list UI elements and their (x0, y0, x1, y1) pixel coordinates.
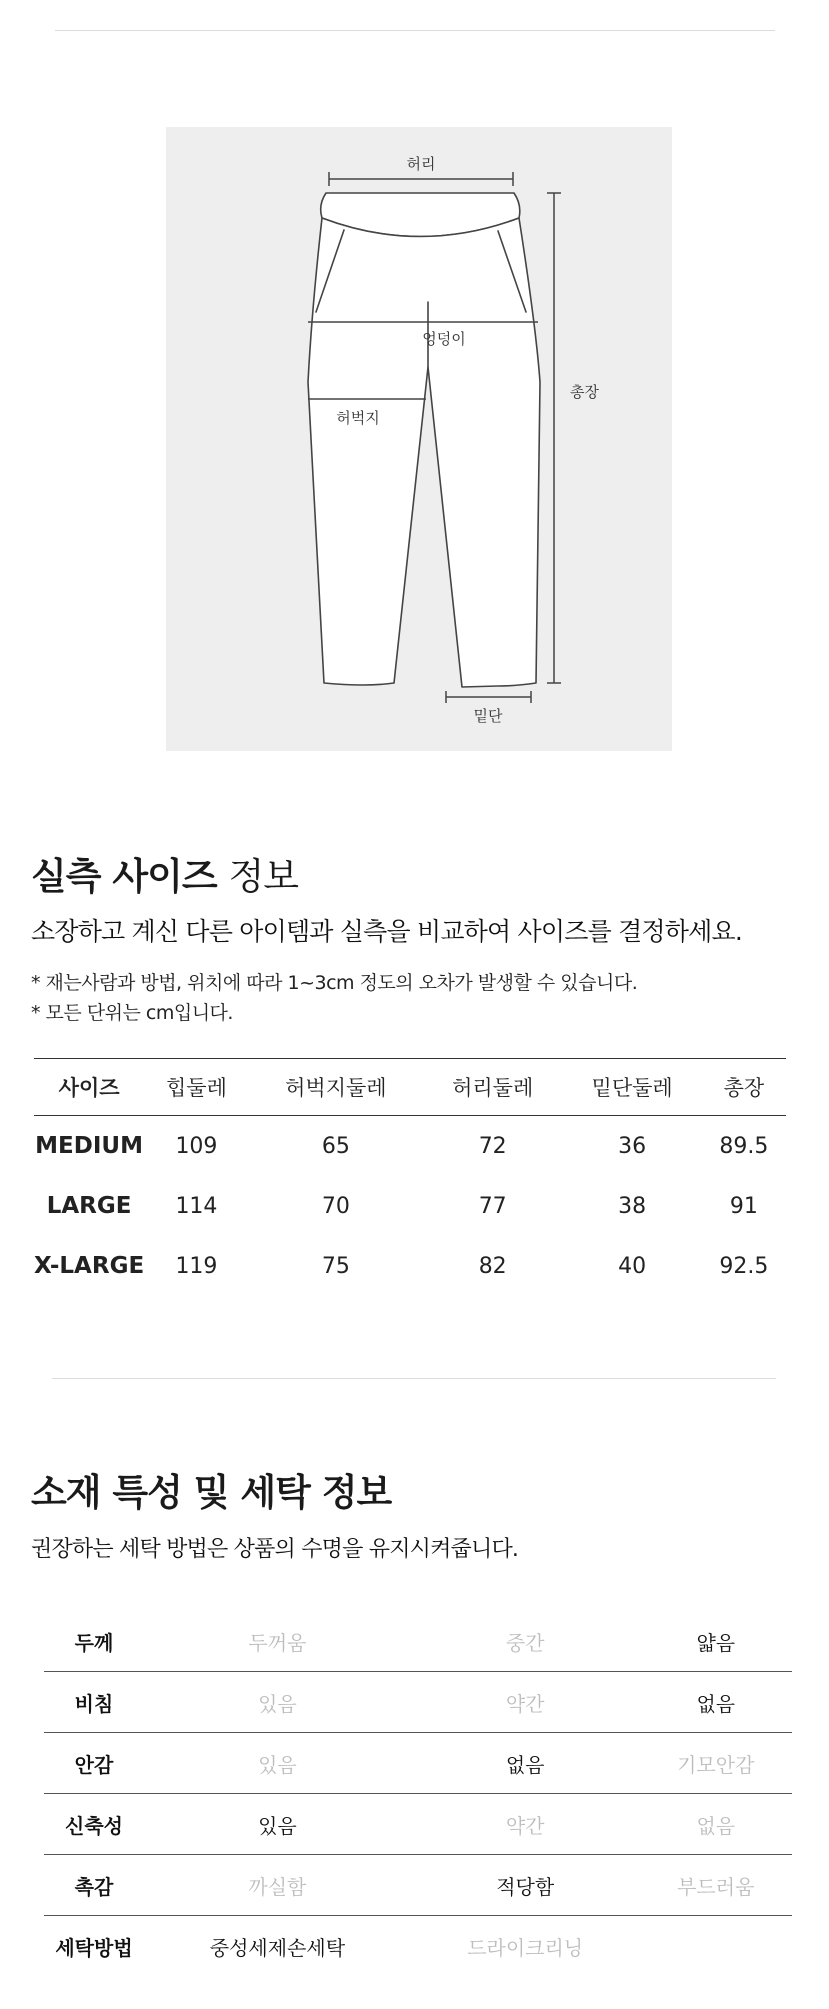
thigh-cell: 70 (321, 1193, 350, 1219)
waist-cell: 72 (478, 1133, 507, 1159)
hem-cell: 36 (618, 1133, 647, 1159)
material-label: 신축성 (44, 1794, 144, 1855)
table-row (44, 1916, 792, 1977)
pants-size-diagram (166, 127, 672, 751)
material-option-selected: 얇음 (640, 1611, 792, 1672)
material-label: 촉감 (44, 1855, 144, 1916)
header-hem: 밑단둘레 (562, 1059, 701, 1116)
length-cell: 89.5 (719, 1133, 769, 1159)
material-option-selected: 있음 (144, 1794, 411, 1855)
table-row (34, 1116, 786, 1177)
hip-label: 엉덩이 (422, 330, 466, 348)
material-label: 안감 (44, 1733, 144, 1794)
material-option: 있음 (144, 1672, 411, 1733)
material-option: 두꺼움 (144, 1611, 411, 1672)
header-size: 사이즈 (34, 1059, 144, 1116)
header-waist: 허리둘레 (423, 1059, 562, 1116)
material-option (640, 1916, 792, 1977)
section-divider (52, 1378, 776, 1379)
top-divider (55, 30, 775, 31)
table-row (34, 1176, 786, 1236)
size-cell: MEDIUM (35, 1133, 143, 1159)
waist-cell: 77 (478, 1193, 507, 1219)
size-table (34, 1058, 786, 1296)
size-cell: X-LARGE (34, 1253, 145, 1279)
header-thigh: 허벅지둘레 (249, 1059, 423, 1116)
table-row (44, 1733, 792, 1794)
table-row (44, 1672, 792, 1733)
header-length: 총장 (702, 1059, 786, 1116)
table-row (44, 1611, 792, 1672)
length-cell: 91 (729, 1193, 758, 1219)
material-label: 비침 (44, 1672, 144, 1733)
waist-label: 허리 (406, 155, 436, 173)
table-row (44, 1794, 792, 1855)
hem-cell: 40 (618, 1253, 647, 1279)
hip-cell: 109 (175, 1133, 218, 1159)
table-row (34, 1236, 786, 1296)
table-row (44, 1855, 792, 1916)
material-option: 약간 (411, 1672, 640, 1733)
material-info-subtitle: 권장하는 세탁 방법은 상품의 수명을 유지시켜줍니다. (31, 1537, 519, 1562)
size-note-2: * 모든 단위는 cm입니다. (31, 1002, 233, 1024)
material-option-selected: 적당함 (411, 1855, 640, 1916)
thigh-cell: 65 (321, 1133, 350, 1159)
material-label: 세탁방법 (55, 1935, 133, 1960)
hip-cell: 119 (175, 1253, 218, 1279)
material-option-selected: 없음 (411, 1733, 640, 1794)
hip-cell: 114 (175, 1193, 218, 1219)
size-note-1: * 재는사람과 방법, 위치에 따라 1~3cm 정도의 오차가 발생할 수 있습니다. (31, 972, 638, 994)
material-option: 드라이크리닝 (467, 1935, 584, 1960)
size-info-subtitle: 소장하고 계신 다른 아이템과 실측을 비교하여 사이즈를 결정하세요. (31, 917, 742, 946)
material-option-selected: 중성세제손세탁 (209, 1935, 346, 1960)
material-option-selected: 없음 (640, 1672, 792, 1733)
thigh-label: 허벅지 (336, 409, 380, 427)
size-table-header (34, 1059, 786, 1116)
waist-cell: 82 (478, 1253, 507, 1279)
size-info-title-bold: 실측 사이즈 (31, 855, 217, 898)
material-label: 두께 (44, 1611, 144, 1672)
hem-cell: 38 (618, 1193, 647, 1219)
length-cell: 92.5 (719, 1253, 769, 1279)
header-hip: 힙둘레 (144, 1059, 249, 1116)
material-info-title: 소재 특성 및 세탁 정보 (31, 1471, 392, 1514)
material-option: 기모안감 (640, 1733, 792, 1794)
pants-illustration (166, 127, 672, 751)
material-table (44, 1611, 792, 1976)
size-cell: LARGE (46, 1193, 132, 1219)
thigh-cell: 75 (321, 1253, 350, 1279)
material-option: 중간 (411, 1611, 640, 1672)
material-option: 약간 (411, 1794, 640, 1855)
size-info-title-light: 정보 (228, 855, 298, 898)
hem-label: 밑단 (473, 707, 503, 725)
material-option: 부드러움 (640, 1855, 792, 1916)
length-label: 총장 (570, 383, 599, 401)
material-option: 있음 (144, 1733, 411, 1794)
material-option: 까실함 (144, 1855, 411, 1916)
size-info-title (31, 846, 298, 900)
material-option: 없음 (640, 1794, 792, 1855)
